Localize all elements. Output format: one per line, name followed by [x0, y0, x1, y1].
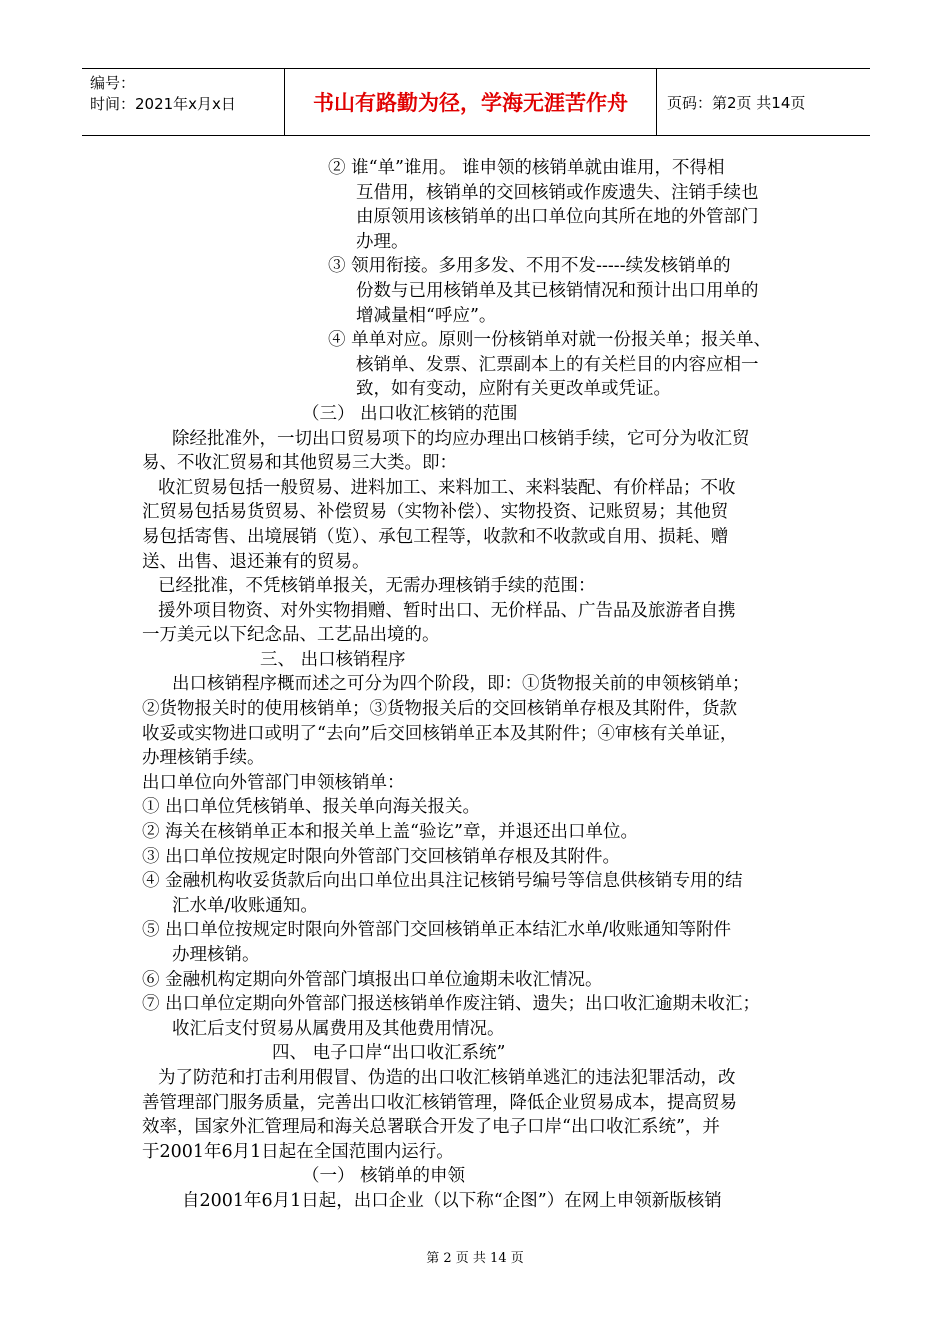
body-line: 除经批准外，一切出口贸易项下的均应办理出口核销手续，它可分为收汇贸: [172, 428, 750, 449]
body-line: 善管理部门服务质量，完善出口收汇核销管理，降低企业贸易成本，提高贸易: [142, 1092, 737, 1113]
list-item-continued: 办理核销。: [172, 945, 260, 965]
body-line: 互借用，核销单的交回核销或作废遗失、注销手续也: [356, 182, 759, 203]
header-meta: [82, 69, 285, 135]
body-line: 份数与已用核销单及其已核销情况和预计出口用单的: [356, 280, 759, 301]
body-line: 核销单、发票、汇票副本上的有关栏目的内容应相一: [356, 354, 759, 375]
body-line: 送、出售、退还兼有的贸易。: [142, 551, 370, 572]
body-line: 增减量相“呼应”。: [356, 305, 497, 326]
body-line: ② 谁“单”谁用。 谁申领的核销单就由谁用，不得相: [328, 158, 725, 178]
body-line: 出口单位向外管部门申领核销单：: [142, 772, 405, 793]
body-line: 致，如有变动，应附有关更改单或凭证。: [356, 379, 671, 400]
list-item: ④ 金融机构收妥货款后向出口单位出具注记核销号编号等信息供核销专用的结: [142, 871, 743, 892]
body-line: 办理核销手续。: [142, 748, 265, 769]
section-heading: 四、 电子口岸“出口收汇系统”: [272, 1043, 506, 1064]
list-item-continued: 收汇后支付贸易从属费用及其他费用情况。: [172, 1018, 505, 1039]
section-heading: （一） 核销单的申领: [302, 1166, 466, 1187]
body-line: 易包括寄售、出境展销（览）、承包工程等，收款和不收款或自用、损耗、赠: [142, 526, 729, 547]
list-item: ① 出口单位凭核销单、报关单向海关报关。: [142, 797, 481, 818]
body-line: 由原领用该核销单的出口单位向其所在地的外管部门: [356, 207, 759, 228]
list-item: ⑤ 出口单位按规定时限向外管部门交回核销单正本结汇水单/收账通知等附件: [142, 920, 731, 941]
list-item: ⑥ 金融机构定期向外管部门填报出口单位逾期未收汇情况。: [142, 969, 603, 990]
body-line: 效率，国家外汇管理局和海关总署联合开发了电子口岸“出口收汇系统”，并: [142, 1117, 720, 1138]
body-line: 一万美元以下纪念品、工艺品出境的。: [142, 625, 440, 646]
list-item-continued: 汇水单/收账通知。: [172, 895, 318, 916]
document-body: [142, 156, 822, 1214]
page-footer: 第 2 页 共 14 页: [426, 1251, 524, 1266]
page-header: [82, 68, 870, 136]
list-item: ⑦ 出口单位定期向外管部门报送核销单作废注销、遗失；出口收汇逾期未收汇；: [142, 994, 761, 1015]
list-item: ② 海关在核销单正本和报关单上盖“验讫”章，并退还出口单位。: [142, 822, 638, 843]
body-line: 易、不收汇贸易和其他贸易三大类。即：: [142, 453, 457, 474]
section-heading: （三） 出口收汇核销的范围: [302, 403, 518, 424]
body-line: 办理。: [356, 231, 409, 252]
body-line: 为了防范和打击利用假冒、伪造的出口收汇核销单逃汇的违法犯罪活动，改: [158, 1067, 736, 1088]
body-line: 自2001年6月1日起，出口企业（以下称“企图”）在网上申领新版核销: [182, 1190, 722, 1211]
body-line: 援外项目物资、对外实物捐赠、暂时出口、无价样品、广告品及旅游者自携: [158, 600, 736, 621]
body-line: 出口核销程序概而述之可分为四个阶段，即：①货物报关前的申领核销单；: [172, 674, 750, 695]
body-line: 已经批准，不凭核销单报关，无需办理核销手续的范围：: [158, 576, 596, 597]
list-item: ③ 出口单位按规定时限向外管部门交回核销单存根及其附件。: [142, 846, 621, 867]
body-line: ②货物报关时的使用核销单；③货物报关后的交回核销单存根及其附件，货款: [142, 699, 737, 720]
body-line: ④ 单单对应。原则一份核销单对就一份报关单；报关单、: [328, 330, 772, 351]
body-line: 汇贸易包括易货贸易、补偿贸易（实物补偿）、实物投资、记账贸易；其他贸: [142, 502, 729, 523]
body-line: ③ 领用衔接。多用多发、不用不发-----续发核销单的: [328, 256, 731, 277]
body-line: 收妥或实物进口或明了“去向”后交回核销单正本及其附件；④审核有关单证，: [142, 723, 738, 744]
document-number: 编号：: [90, 74, 136, 92]
body-line: 收汇贸易包括一般贸易、进料加工、来料加工、来料装配、有价样品；不收: [158, 477, 736, 498]
header-slogan: 书山有路勤为径，学海无涯苦作舟: [285, 69, 657, 135]
document-time: 时间：2021年x月x日: [90, 95, 236, 113]
header-page-info: 页码：第2页 共14页: [667, 93, 806, 112]
section-heading: 三、 出口核销程序: [260, 649, 406, 670]
body-line: 于2001年6月1日起在全国范围内运行。: [142, 1141, 454, 1162]
